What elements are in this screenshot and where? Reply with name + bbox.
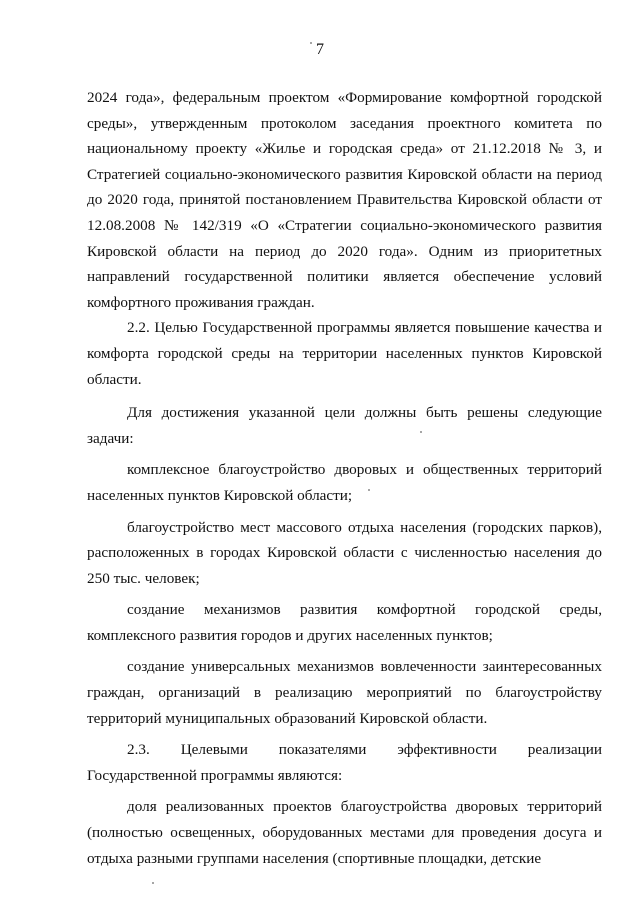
scan-speck bbox=[152, 882, 154, 884]
paragraph-task-involvement: создание универсальных механизмов вовлеченности заинтересованных граждан, организаций в реализацию мероприятий по благоустройству территорий муниципальных образований Кировской области. bbox=[87, 658, 602, 727]
paragraph-program-goal: 2.2. Целью Государственной программы является повышение качества и комфорта городской среды на территории населенных пунктов Кировской области. bbox=[87, 319, 602, 388]
page-number: 7 bbox=[316, 41, 324, 58]
scan-speck bbox=[310, 42, 312, 44]
paragraph-task-mechanisms: создание механизмов развития комфортной городской среды, комплексного развития городов и других населенных пунктов; bbox=[87, 601, 602, 644]
paragraph-task-parks: благоустройство мест массового отдыха населения (городских парков), расположенных в городах Кировской области с численностью населения до 250 тыс. человек; bbox=[87, 518, 602, 587]
scan-speck bbox=[368, 489, 370, 491]
paragraph-strategy-context: 2024 года», федеральным проектом «Формирование комфортной городской среды», утвержденным протоколом заседания проектного комитета по национальному проекту «Жилье и городская среда» от 21.12.2018 № 3, и Стратегией социально-экономического развития Кировской области на период до 2020 года, принятой постановлением Правительства Кировской области от 12.08.2008 № 142/319 «О «Стратегии социально-экономического развития Кировской области на период до 2020 года». Одним из приоритетных направлений государственной политики является обеспечение условий комфортного проживания граждан. bbox=[87, 89, 602, 311]
paragraph-indicator-share: доля реализованных проектов благоустройства дворовых территорий (полностью освещенных, оборудованных местами для проведения досуга и отдыха разными группами населения (спортивные площадки, детские bbox=[87, 798, 602, 867]
scan-speck bbox=[420, 431, 422, 433]
document-body bbox=[87, 85, 602, 871]
paragraph-task-territories: комплексное благоустройство дворовых и общественных территорий населенных пунктов Кировской области; bbox=[87, 461, 602, 504]
paragraph-target-indicators: 2.3. Целевыми показателями эффективности реализации Государственной программы являются: bbox=[87, 741, 602, 784]
paragraph-tasks-intro: Для достижения указанной цели должны быть решены следующие задачи: bbox=[87, 404, 602, 447]
